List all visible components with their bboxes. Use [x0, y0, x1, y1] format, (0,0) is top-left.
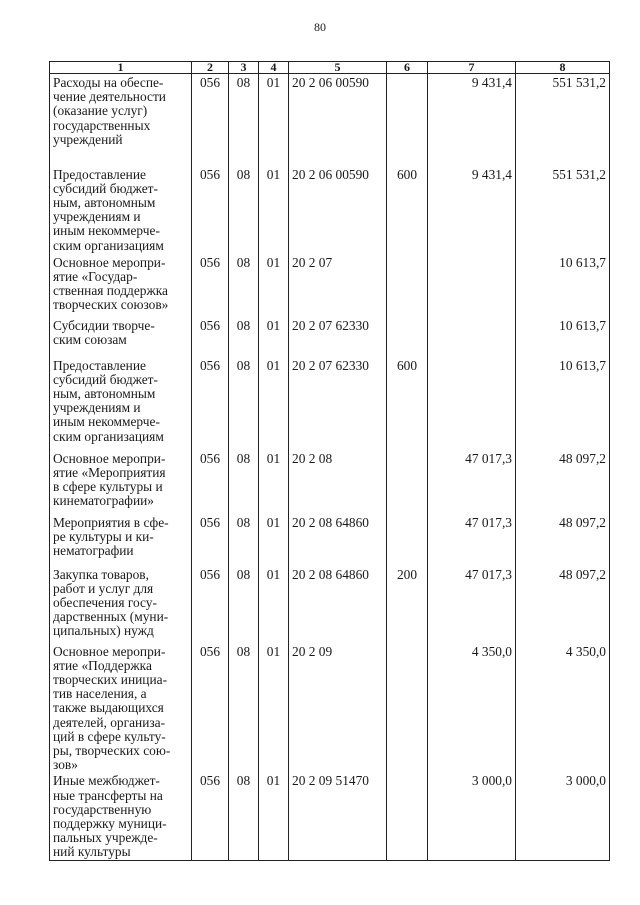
row-name-line: кинематографии» [53, 493, 154, 509]
target-article-cell: 20 2 06 00590 [289, 166, 387, 254]
section-code-cell: 08 [229, 317, 259, 357]
row-name-line: ний культуры [53, 844, 131, 860]
amount-col8-cell: 4 350,0 [516, 643, 610, 773]
row-name-line: иным некоммерче- [53, 223, 160, 239]
row-name-cell [50, 254, 192, 317]
column-header: 4 [259, 62, 289, 74]
row-name-cell [50, 514, 192, 566]
row-name-line: Предоставление [53, 166, 146, 182]
header-row [50, 62, 610, 74]
table-row [50, 514, 610, 566]
column-header: 6 [387, 62, 428, 74]
expense-type-cell [387, 772, 428, 860]
table-row [50, 643, 610, 773]
row-name-line: ским союзам [53, 331, 127, 347]
table-row [50, 566, 610, 643]
table-row [50, 772, 610, 860]
section-code-cell: 08 [229, 566, 259, 643]
section-code-cell: 08 [229, 514, 259, 566]
subsection-code-cell: 01 [259, 74, 289, 166]
page-number: 80 [314, 20, 326, 34]
section-code-cell: 08 [229, 450, 259, 514]
ministry-code-cell: 056 [192, 317, 229, 357]
table-row [50, 450, 610, 514]
target-article-cell: 20 2 07 62330 [289, 357, 387, 450]
row-name-line: творческих инициа- [53, 671, 168, 687]
ministry-code-cell: 056 [192, 166, 229, 254]
budget-table [49, 61, 610, 861]
row-name-line: Расходы на обеспе- [53, 75, 164, 90]
table-row [50, 166, 610, 254]
expense-type-cell [387, 643, 428, 773]
target-article-cell: 20 2 07 [289, 254, 387, 317]
row-name-line: ятие «Государ- [53, 268, 138, 284]
amount-col8-cell: 10 613,7 [516, 357, 610, 450]
amount-col8-cell: 551 531,2 [516, 166, 610, 254]
row-name-line: ципальных) нужд [53, 623, 154, 639]
subsection-code-cell: 01 [259, 317, 289, 357]
subsection-code-cell: 01 [259, 772, 289, 860]
row-name-line: ре культуры и ки- [53, 528, 154, 544]
amount-col8-cell: 10 613,7 [516, 317, 610, 357]
row-name-line: пальных учрежде- [53, 830, 158, 846]
row-name-line: иным некоммерче- [53, 414, 160, 430]
row-name-line: ным, автономным [53, 194, 156, 210]
column-header: 3 [229, 62, 259, 74]
row-name-cell [50, 450, 192, 514]
row-name-line: государственную [53, 801, 152, 817]
amount-col7-cell [428, 357, 516, 450]
row-name-line: Закупка товаров, [53, 566, 149, 582]
section-code-cell: 08 [229, 772, 259, 860]
row-name-line: тив населения, а [53, 686, 147, 702]
row-name-line: Иные межбюджет- [53, 773, 160, 789]
section-code-cell: 08 [229, 74, 259, 166]
target-article-cell: 20 2 09 51470 [289, 772, 387, 860]
row-name-line: творческих союзов» [53, 297, 169, 313]
amount-col7-cell: 9 431,4 [428, 74, 516, 166]
amount-col8-cell: 48 097,2 [516, 514, 610, 566]
row-name-line: также выдающихся [53, 700, 164, 716]
amount-col7-cell: 4 350,0 [428, 643, 516, 773]
section-code-cell: 08 [229, 643, 259, 773]
column-header: 1 [50, 62, 192, 74]
table-row [50, 254, 610, 317]
amount-col7-cell: 9 431,4 [428, 166, 516, 254]
row-name-line: учреждениям и [53, 209, 141, 225]
row-name-line: учреждениям и [53, 400, 141, 416]
row-name-line: нематографии [53, 542, 134, 558]
expense-type-cell [387, 450, 428, 514]
expense-type-cell [387, 514, 428, 566]
subsection-code-cell: 01 [259, 450, 289, 514]
row-name-line: ским организациям [53, 428, 164, 444]
row-name-line: ры, творческих сою- [53, 742, 171, 758]
row-name-line: зов» [53, 757, 78, 773]
ministry-code-cell: 056 [192, 254, 229, 317]
ministry-code-cell: 056 [192, 357, 229, 450]
column-header: 7 [428, 62, 516, 74]
ministry-code-cell: 056 [192, 566, 229, 643]
row-name-line: Основное меропри- [53, 254, 166, 270]
expense-type-cell: 200 [387, 566, 428, 643]
row-name-line: ятие «Поддержка [53, 657, 152, 673]
section-code-cell: 08 [229, 166, 259, 254]
amount-col7-cell [428, 317, 516, 357]
subsection-code-cell: 01 [259, 166, 289, 254]
row-name-cell [50, 566, 192, 643]
amount-col7-cell: 3 000,0 [428, 772, 516, 860]
row-name-line: ственная поддержка [53, 282, 169, 298]
row-name-line: Субсидии творче- [53, 317, 155, 333]
row-name-line: Мероприятия в сфе- [53, 514, 169, 530]
expense-type-cell: 600 [387, 357, 428, 450]
column-header: 5 [289, 62, 387, 74]
row-name-line: Основное меропри- [53, 643, 166, 659]
amount-col8-cell: 551 531,2 [516, 74, 610, 166]
row-name-line: государственных [53, 117, 151, 133]
amount-col7-cell: 47 017,3 [428, 450, 516, 514]
expense-type-cell [387, 317, 428, 357]
row-name-line: обеспечения госу- [53, 594, 157, 610]
row-name-line: в сфере культуры и [53, 478, 163, 494]
row-name-line: (оказание услуг) [53, 103, 148, 119]
target-article-cell: 20 2 09 [289, 643, 387, 773]
amount-col7-cell [428, 254, 516, 317]
row-name-line: ным, автономным [53, 385, 156, 401]
ministry-code-cell: 056 [192, 450, 229, 514]
amount-col7-cell: 47 017,3 [428, 566, 516, 643]
ministry-code-cell: 056 [192, 74, 229, 166]
amount-col8-cell: 10 613,7 [516, 254, 610, 317]
expense-type-cell: 600 [387, 166, 428, 254]
amount-col7-cell: 47 017,3 [428, 514, 516, 566]
column-header: 8 [516, 62, 610, 74]
row-name-line: Основное меропри- [53, 450, 166, 466]
ministry-code-cell: 056 [192, 514, 229, 566]
row-name-line: ским организациям [53, 237, 164, 253]
section-code-cell: 08 [229, 357, 259, 450]
amount-col8-cell: 48 097,2 [516, 566, 610, 643]
row-name-line: субсидий бюджет- [53, 371, 158, 387]
ministry-code-cell: 056 [192, 643, 229, 773]
column-header: 2 [192, 62, 229, 74]
target-article-cell: 20 2 07 62330 [289, 317, 387, 357]
table-row [50, 357, 610, 450]
subsection-code-cell: 01 [259, 643, 289, 773]
expense-type-cell [387, 254, 428, 317]
subsection-code-cell: 01 [259, 514, 289, 566]
row-name-line: учреждений [53, 131, 123, 147]
row-name-cell [50, 74, 192, 166]
row-name-line: ций в сфере культу- [53, 728, 166, 744]
expense-type-cell [387, 74, 428, 166]
row-name-line: чение деятельности [53, 89, 166, 105]
section-code-cell: 08 [229, 254, 259, 317]
amount-col8-cell: 48 097,2 [516, 450, 610, 514]
target-article-cell: 20 2 08 64860 [289, 566, 387, 643]
row-name-cell [50, 166, 192, 254]
amount-col8-cell: 3 000,0 [516, 772, 610, 860]
target-article-cell: 20 2 08 64860 [289, 514, 387, 566]
row-name-cell [50, 357, 192, 450]
subsection-code-cell: 01 [259, 357, 289, 450]
row-name-line: ятие «Мероприятия [53, 464, 166, 480]
row-name-line: Предоставление [53, 357, 146, 373]
row-name-line: субсидий бюджет- [53, 180, 158, 196]
row-name-line: деятелей, организа- [53, 714, 166, 730]
row-name-line: работ и услуг для [53, 580, 154, 596]
ministry-code-cell: 056 [192, 772, 229, 860]
row-name-cell [50, 643, 192, 773]
table-row [50, 74, 610, 166]
subsection-code-cell: 01 [259, 566, 289, 643]
row-name-line: поддержку муници- [53, 815, 167, 831]
target-article-cell: 20 2 08 [289, 450, 387, 514]
subsection-code-cell: 01 [259, 254, 289, 317]
row-name-cell [50, 317, 192, 357]
table-row [50, 317, 610, 357]
row-name-cell [50, 772, 192, 860]
row-name-line: ные трансферты на [53, 787, 163, 803]
target-article-cell: 20 2 06 00590 [289, 74, 387, 166]
row-name-line: дарственных (муни- [53, 609, 169, 625]
